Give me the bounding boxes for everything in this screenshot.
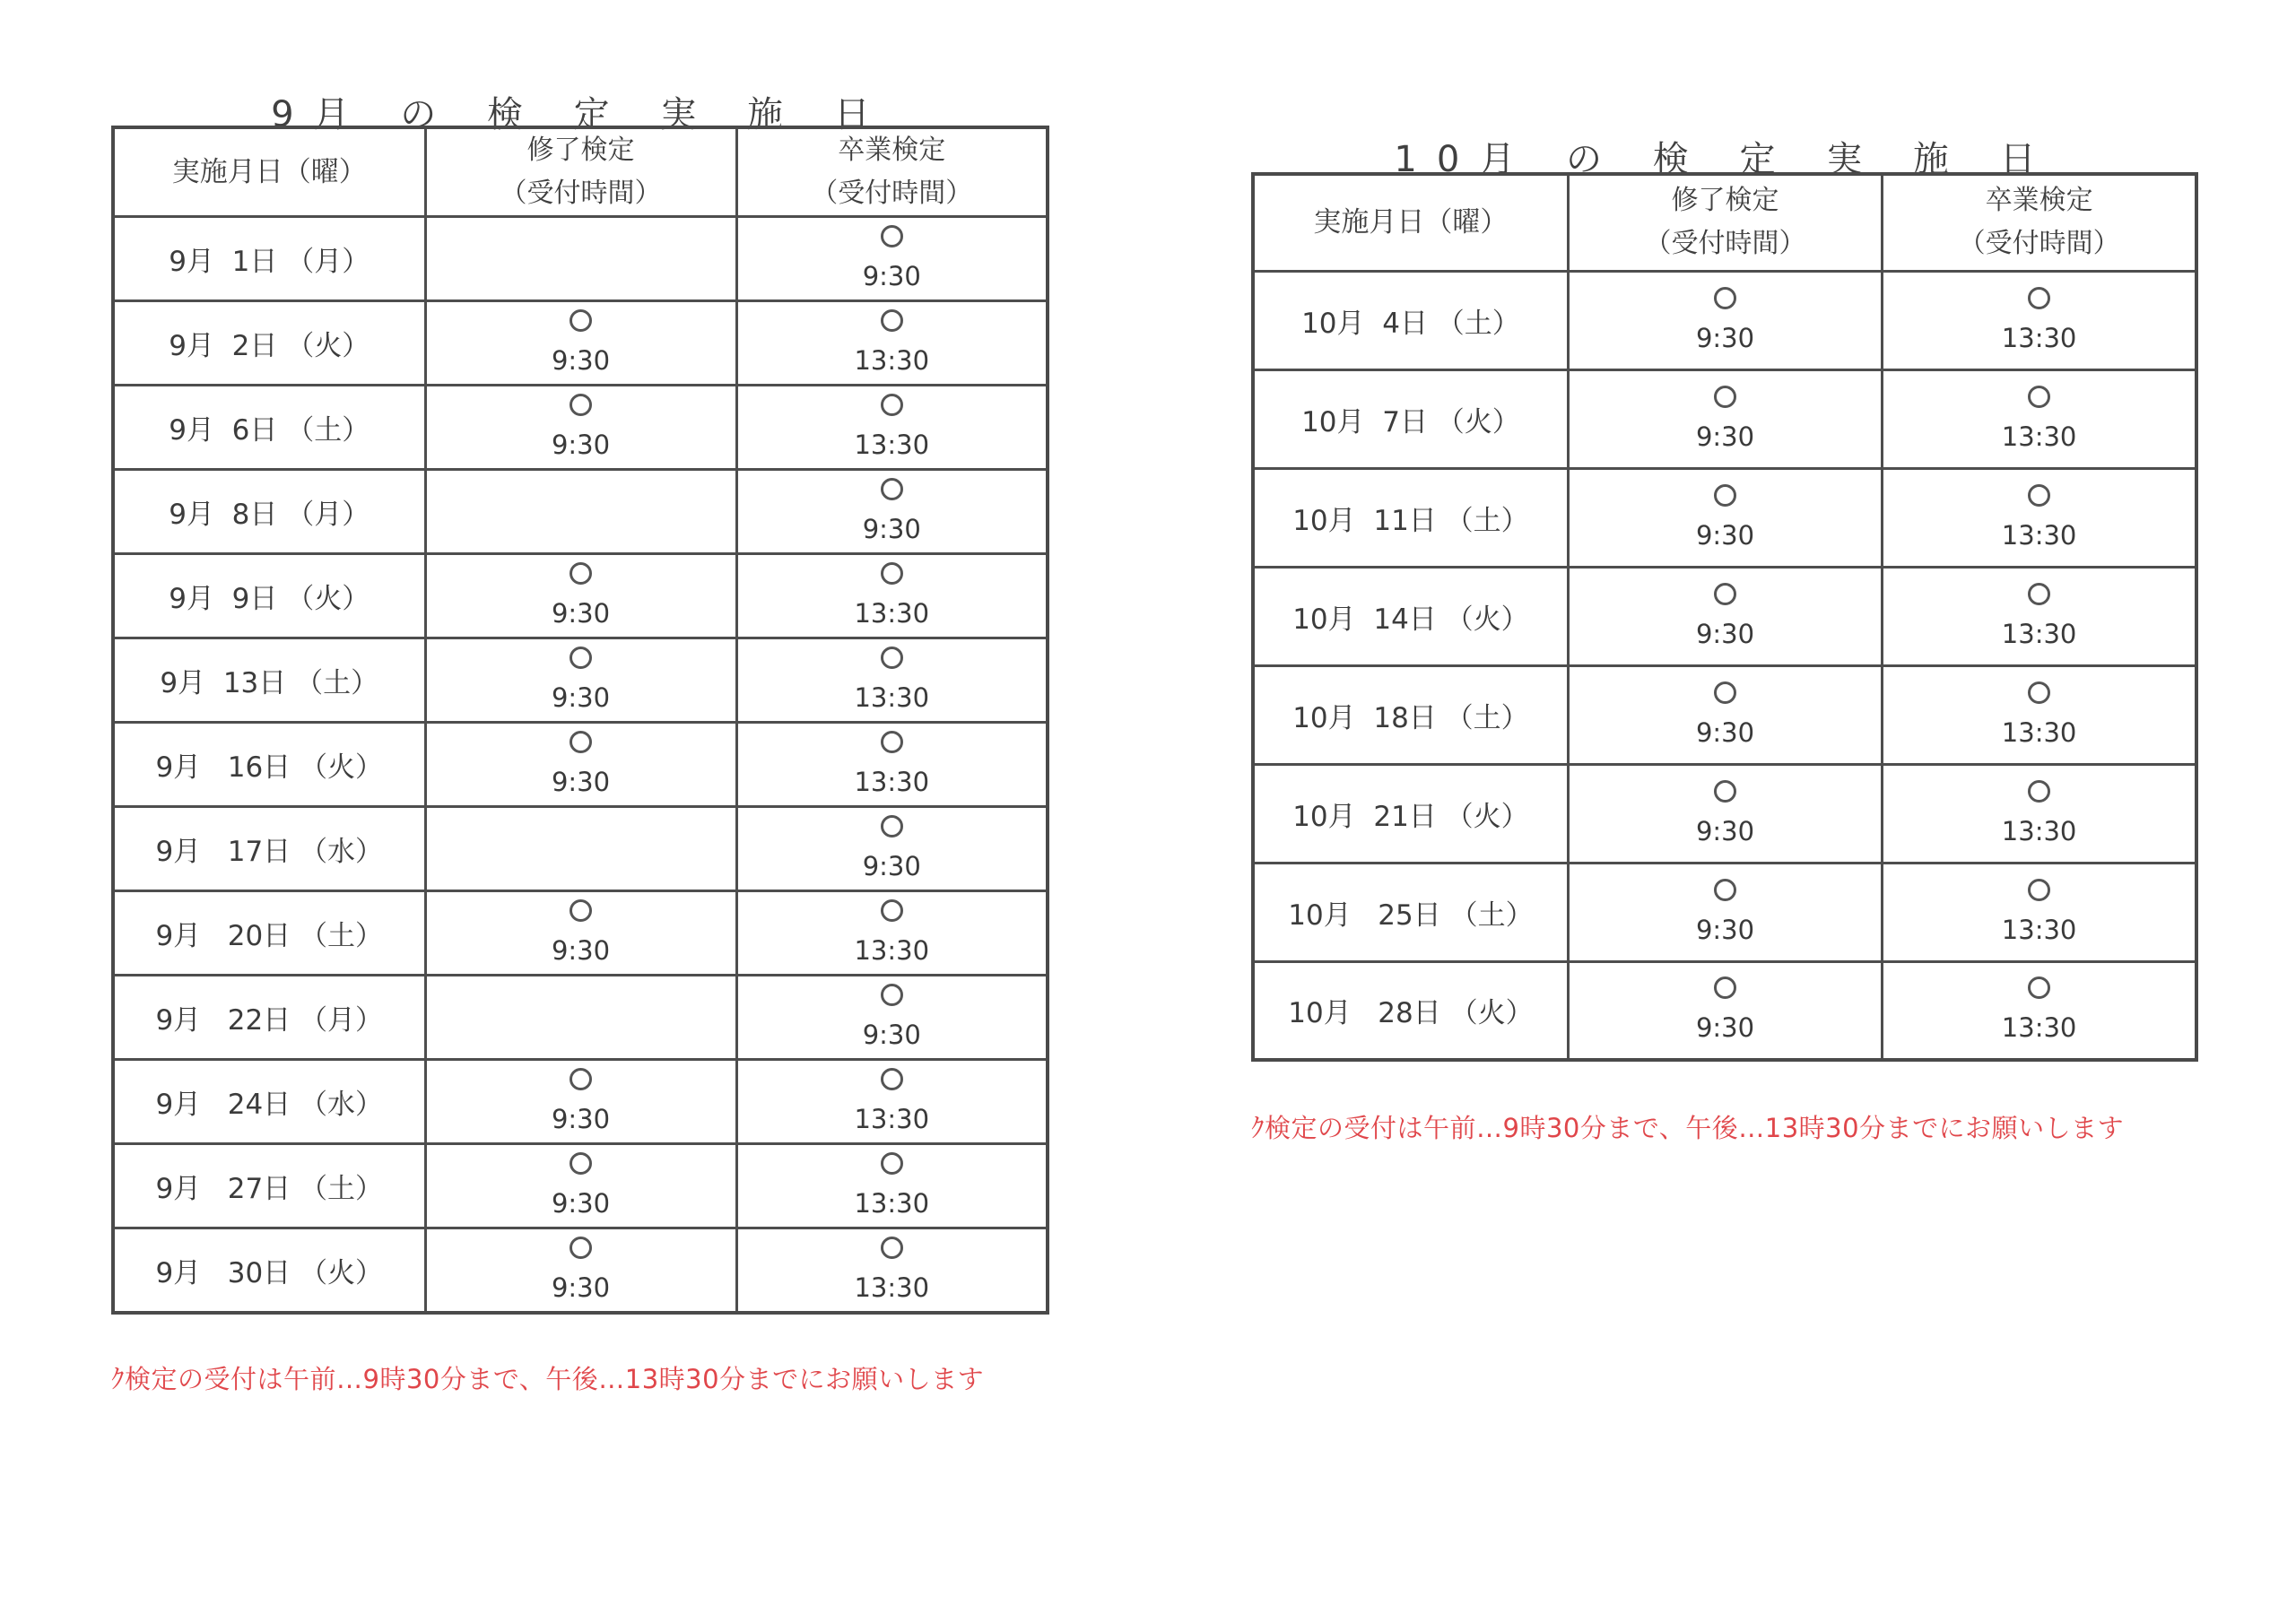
- date-cell: 9月 20日 （土）: [113, 891, 425, 976]
- sotsugyo-time: 9:30: [862, 851, 921, 881]
- date-cell: 10月 18日 （土）: [1253, 665, 1568, 764]
- header-sotsugyo-label: 卒業検定: [1985, 185, 2093, 217]
- sotsugyo-time: 13:30: [854, 1271, 930, 1303]
- shuryo-time: 9:30: [551, 935, 611, 966]
- table-header-row: [1253, 174, 2196, 271]
- header-shuryo-label: 修了検定: [1671, 185, 1779, 217]
- sotsugyo-cell: [1883, 764, 2196, 863]
- table-row: [113, 638, 1048, 723]
- table-row: [113, 1060, 1048, 1144]
- shuryo-cell: [1568, 665, 1882, 764]
- sotsugyo-cell: [1883, 863, 2196, 961]
- shuryo-cell: [1568, 567, 1882, 665]
- shuryo-time: 9:30: [1695, 421, 1755, 452]
- circle-icon: [881, 815, 903, 838]
- shuryo-cell: [425, 1144, 736, 1228]
- shuryo-time: 9:30: [551, 767, 611, 797]
- circle-icon: [570, 1152, 592, 1175]
- header-sotsugyo-label: 卒業検定: [838, 135, 946, 166]
- circle-icon: [881, 984, 903, 1006]
- shuryo-cell: [425, 976, 736, 1060]
- september-title: 9月 の 検 定 実 施 日: [271, 94, 890, 135]
- shuryo-time: 9:30: [1695, 322, 1755, 353]
- header-shuryo: [425, 127, 736, 217]
- circle-icon: [570, 647, 592, 669]
- sotsugyo-cell: [736, 217, 1048, 301]
- sotsugyo-time: 13:30: [854, 1104, 930, 1134]
- circle-icon: [570, 1237, 592, 1259]
- circle-icon: [570, 1068, 592, 1090]
- date-cell: 9月 1日 （月）: [113, 217, 425, 301]
- table-row: [113, 976, 1048, 1060]
- shuryo-time: 9:30: [551, 1104, 611, 1134]
- header-date: 実施月日（曜）: [1253, 174, 1568, 271]
- header-date: 実施月日（曜）: [113, 127, 425, 217]
- shuryo-time: 9:30: [551, 1271, 611, 1303]
- shuryo-cell: [1568, 369, 1882, 468]
- circle-icon: [1714, 287, 1736, 309]
- circle-icon: [2028, 583, 2050, 605]
- sotsugyo-time: 9:30: [862, 514, 921, 544]
- circle-icon: [2028, 681, 2050, 704]
- sotsugyo-time: 13:30: [854, 345, 930, 376]
- circle-icon: [1714, 583, 1736, 605]
- circle-icon: [881, 1237, 903, 1259]
- date-cell: 9月 27日 （土）: [113, 1144, 425, 1228]
- table-row: [1253, 764, 2196, 863]
- shuryo-time: 9:30: [1695, 815, 1755, 846]
- table-row: [1253, 961, 2196, 1060]
- shuryo-cell: [425, 807, 736, 891]
- circle-icon: [881, 478, 903, 500]
- date-cell: 10月 28日 （火）: [1253, 961, 1568, 1060]
- table-row: [1253, 567, 2196, 665]
- header-sotsugyo-sub: （受付時間）: [811, 178, 973, 209]
- october-rows: [1253, 271, 2196, 1060]
- table-row: [113, 301, 1048, 386]
- sotsugyo-cell: [736, 1144, 1048, 1228]
- october-note: ｸ検定の受付は午前…9時30分まで、午後…13時30分までにお願いします: [1251, 1113, 2125, 1143]
- table-row: [1253, 271, 2196, 369]
- shuryo-cell: [425, 470, 736, 554]
- circle-icon: [881, 394, 903, 416]
- sotsugyo-cell: [736, 638, 1048, 723]
- header-shuryo: [1568, 174, 1882, 271]
- circle-icon: [2028, 976, 2050, 999]
- sotsugyo-time: 13:30: [2001, 322, 2077, 353]
- table-row: [113, 386, 1048, 470]
- sotsugyo-cell: [1883, 369, 2196, 468]
- october-sheet: [1251, 131, 2198, 1171]
- sotsugyo-time: 13:30: [854, 767, 930, 797]
- shuryo-cell: [425, 1228, 736, 1313]
- shuryo-cell: [1568, 468, 1882, 567]
- circle-icon: [1714, 879, 1736, 901]
- circle-icon: [2028, 879, 2050, 901]
- september-sheet: [111, 86, 1049, 1404]
- sotsugyo-cell: [736, 386, 1048, 470]
- circle-icon: [881, 562, 903, 585]
- shuryo-time: 9:30: [1695, 1012, 1755, 1044]
- circle-icon: [881, 647, 903, 669]
- header-sotsugyo: [1883, 174, 2196, 271]
- table-row: [1253, 468, 2196, 567]
- shuryo-cell: [1568, 961, 1882, 1060]
- shuryo-cell: [425, 891, 736, 976]
- sotsugyo-time: 13:30: [854, 935, 930, 966]
- table-row: [113, 217, 1048, 301]
- sotsugyo-time: 13:30: [2001, 1012, 2077, 1044]
- table-row: [113, 891, 1048, 976]
- sotsugyo-cell: [1883, 271, 2196, 369]
- sotsugyo-time: 13:30: [2001, 716, 2077, 748]
- sotsugyo-cell: [736, 470, 1048, 554]
- circle-icon: [1714, 386, 1736, 408]
- table-header-row: [113, 127, 1048, 217]
- circle-icon: [881, 309, 903, 332]
- sotsugyo-time: 13:30: [854, 682, 930, 713]
- sotsugyo-cell: [1883, 567, 2196, 665]
- sotsugyo-cell: [736, 891, 1048, 976]
- date-cell: 10月 25日 （土）: [1253, 863, 1568, 961]
- shuryo-cell: [1568, 764, 1882, 863]
- circle-icon: [570, 309, 592, 332]
- shuryo-cell: [425, 638, 736, 723]
- date-cell: 9月 6日 （土）: [113, 386, 425, 470]
- shuryo-cell: [425, 386, 736, 470]
- sotsugyo-cell: [736, 807, 1048, 891]
- september-note: ｸ検定の受付は午前…9時30分まで、午後…13時30分までにお願いします: [111, 1364, 985, 1394]
- september-table: [111, 126, 1049, 1315]
- date-cell: 9月 13日 （土）: [113, 638, 425, 723]
- sotsugyo-cell: [736, 723, 1048, 807]
- shuryo-time: 9:30: [551, 345, 611, 376]
- sotsugyo-cell: [1883, 468, 2196, 567]
- table-row: [1253, 665, 2196, 764]
- circle-icon: [570, 562, 592, 585]
- sotsugyo-time: 13:30: [2001, 421, 2077, 452]
- sotsugyo-cell: [736, 554, 1048, 638]
- shuryo-time: 9:30: [551, 430, 611, 460]
- table-row: [113, 807, 1048, 891]
- sotsugyo-time: 13:30: [2001, 914, 2077, 945]
- table-row: [113, 470, 1048, 554]
- circle-icon: [1714, 976, 1736, 999]
- sotsugyo-cell: [1883, 961, 2196, 1060]
- date-cell: 9月 17日 （水）: [113, 807, 425, 891]
- shuryo-time: 9:30: [551, 682, 611, 713]
- circle-icon: [1714, 484, 1736, 507]
- table-row: [1253, 863, 2196, 961]
- shuryo-time: 9:30: [551, 1188, 611, 1219]
- date-cell: 9月 22日 （月）: [113, 976, 425, 1060]
- table-row: [113, 723, 1048, 807]
- date-cell: 10月 4日 （土）: [1253, 271, 1568, 369]
- sotsugyo-time: 13:30: [2001, 815, 2077, 846]
- circle-icon: [2028, 386, 2050, 408]
- sotsugyo-cell: [736, 301, 1048, 386]
- header-shuryo-label: 修了検定: [526, 135, 635, 166]
- date-cell: 10月 11日 （土）: [1253, 468, 1568, 567]
- shuryo-cell: [1568, 863, 1882, 961]
- date-cell: 9月 16日 （火）: [113, 723, 425, 807]
- circle-icon: [570, 731, 592, 753]
- date-cell: 9月 8日 （月）: [113, 470, 425, 554]
- shuryo-time: 9:30: [551, 598, 611, 629]
- shuryo-cell: [425, 554, 736, 638]
- circle-icon: [1714, 780, 1736, 803]
- header-shuryo-sub: （受付時間）: [1644, 228, 1806, 260]
- sotsugyo-cell: [1883, 665, 2196, 764]
- shuryo-time: 9:30: [1695, 914, 1755, 945]
- sotsugyo-cell: [736, 976, 1048, 1060]
- date-cell: 9月 9日 （火）: [113, 554, 425, 638]
- header-shuryo-sub: （受付時間）: [500, 178, 662, 209]
- date-cell: 10月 21日 （火）: [1253, 764, 1568, 863]
- sotsugyo-time: 13:30: [2001, 519, 2077, 551]
- circle-icon: [2028, 484, 2050, 507]
- date-cell: 9月 24日 （水）: [113, 1060, 425, 1144]
- shuryo-cell: [425, 723, 736, 807]
- sotsugyo-time: 9:30: [862, 261, 921, 291]
- sotsugyo-time: 9:30: [862, 1020, 921, 1050]
- date-cell: 10月 14日 （火）: [1253, 567, 1568, 665]
- table-row: [1253, 369, 2196, 468]
- sotsugyo-time: 13:30: [2001, 618, 2077, 649]
- october-title: 10月 の 検 定 実 施 日: [1394, 139, 2056, 180]
- shuryo-cell: [425, 301, 736, 386]
- header-sotsugyo-sub: （受付時間）: [1958, 228, 2120, 260]
- circle-icon: [570, 899, 592, 922]
- circle-icon: [881, 225, 903, 247]
- date-cell: 9月 30日 （火）: [113, 1228, 425, 1313]
- header-sotsugyo: [736, 127, 1048, 217]
- circle-icon: [1714, 681, 1736, 704]
- sotsugyo-cell: [736, 1228, 1048, 1313]
- sotsugyo-cell: [736, 1060, 1048, 1144]
- september-rows: [113, 217, 1048, 1313]
- shuryo-cell: [425, 217, 736, 301]
- table-row: [113, 1144, 1048, 1228]
- sotsugyo-time: 13:30: [854, 598, 930, 629]
- october-table: [1251, 172, 2198, 1062]
- table-row: [113, 1228, 1048, 1313]
- sotsugyo-time: 13:30: [854, 1188, 930, 1219]
- circle-icon: [881, 899, 903, 922]
- circle-icon: [570, 394, 592, 416]
- date-cell: 9月 2日 （火）: [113, 301, 425, 386]
- shuryo-cell: [1568, 271, 1882, 369]
- circle-icon: [2028, 780, 2050, 803]
- circle-icon: [2028, 287, 2050, 309]
- shuryo-time: 9:30: [1695, 618, 1755, 649]
- shuryo-time: 9:30: [1695, 519, 1755, 551]
- date-cell: 10月 7日 （火）: [1253, 369, 1568, 468]
- circle-icon: [881, 731, 903, 753]
- sotsugyo-time: 13:30: [854, 430, 930, 460]
- shuryo-cell: [425, 1060, 736, 1144]
- circle-icon: [881, 1152, 903, 1175]
- table-row: [113, 554, 1048, 638]
- shuryo-time: 9:30: [1695, 716, 1755, 748]
- circle-icon: [881, 1068, 903, 1090]
